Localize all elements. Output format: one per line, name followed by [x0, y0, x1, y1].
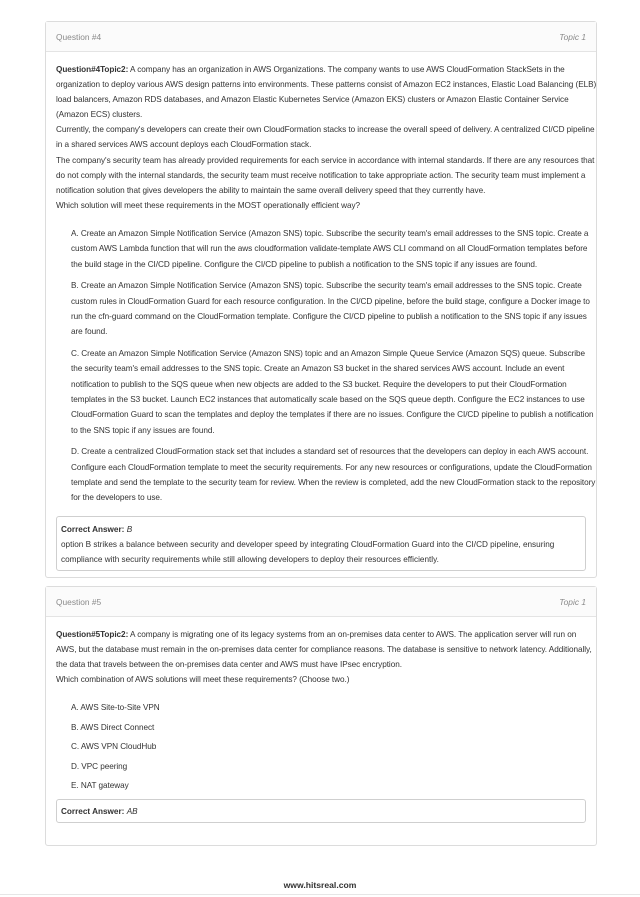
question-text [56, 62, 598, 213]
question-paragraph: A company has an organization in AWS Organizations. The company wants to use AWS CloudFormation StackSets in the organization to deploy various AWS design patterns into environments. These patterns consist of Amazon EC2 instances, Elastic Load Balancing (ELB) load balancers, Amazon RDS databases, and Amazon Elastic Kubernetes Service (Amazon EKS) clusters or Amazon Elastic Container Service (Amazon ECS) clusters. [56, 65, 597, 120]
question-card [45, 21, 597, 578]
question-prefix: Question#5Topic2: [56, 630, 129, 639]
answer-label: Correct Answer: [61, 806, 125, 816]
question-card [45, 586, 597, 846]
question-header [46, 587, 596, 617]
question-paragraph: A company is migrating one of its legacy systems from an on-premises data center to AWS. The application server will run on AWS, but the database must remain in the on-premises data center for compliance reasons. The database is sensitive to network latency. Additionally, the data that travels between the on-premises data center and AWS must have IPsec encryption. [56, 630, 592, 670]
topic-label: Topic 1 [559, 31, 586, 42]
option-d[interactable]: D. Create a centralized CloudFormation stack set that includes a standard set of resources that the developers can deploy in each AWS account. Configure each CloudFormation template to meet the security requirements. For any new resources or configurations, update the CloudFormation template and send the template to the security team for review. When the review is completed, add the new CloudFormation stack to the repository for the developers to use. [71, 447, 596, 503]
option-c[interactable]: C. Create an Amazon Simple Notification Service (Amazon SNS) topic and an Amazon Simple Queue Service (Amazon SQS) queue. Subscribe the security team's email addresses to the SNS topic. Create an Amazon S3 bucket in the shared services AWS account. Include an event notification to publish to the SQS queue when new objects are added to the S3 bucket. Require the developers to put their CloudFormation templates in the S3 bucket. Launch EC2 instances that automatically scale based on the SQS queue depth. Configure the EC2 instances to use CloudFormation Guard to scan the templates and deploy the templates if there are no issues. Configure the CI/CD pipeline to publish a notification to the SNS topic if any issues are found. [71, 348, 594, 435]
options-list [71, 226, 596, 506]
footer-divider [0, 894, 640, 895]
question-paragraph: Currently, the company's developers can create their own CloudFormation stacks to increase the overall speed of delivery. A centralized CI/CD pipeline in a shared services AWS account deploys each CloudFormation stack. [56, 125, 595, 150]
question-number: Question #5 [56, 596, 102, 607]
option-b[interactable]: B. Create an Amazon Simple Notification Service (Amazon SNS) topic. Subscribe the security team's email addresses to the SNS topic. Create custom rules in CloudFormation Guard for each resource configuration. In the CI/CD pipeline, before the build stage, configure a Docker image to run the cfn-guard command on the CloudFormation template. Configure the CI/CD pipeline to publish a notification to the SNS topic if any issues are found. [71, 281, 590, 337]
question-paragraph: Which combination of AWS solutions will meet these requirements? (Choose two.) [56, 675, 350, 685]
answer-value: B [126, 524, 133, 534]
question-prefix: Question#4Topic2: [56, 65, 129, 74]
topic-label: Topic 1 [559, 596, 586, 607]
answer-explanation: option B strikes a balance between security and developer speed by integrating CloudFormation Guard into the CI/CD pipeline, ensuring compliance with security requirements while still allowing developers to deploy their resources efficiently. [61, 539, 555, 564]
question-header [46, 22, 596, 52]
footer-site-link[interactable]: www.hitsreal.com [283, 880, 357, 890]
option-d[interactable]: D. VPC peering [71, 761, 128, 771]
option-c[interactable]: C. AWS VPN CloudHub [71, 742, 157, 752]
option-e[interactable]: E. NAT gateway [71, 781, 129, 791]
question-body [46, 617, 596, 833]
answer-box [56, 516, 586, 571]
question-text [56, 627, 598, 687]
option-a[interactable]: A. Create an Amazon Simple Notification Service (Amazon SNS) topic. Subscribe the security team's email addresses to the SNS topic. Create a custom AWS Lambda function that will run the aws cloudformation validate-template AWS CLI command on all CloudFormation templates before the build stage in the CI/CD pipeline. Configure the CI/CD pipeline to publish a notification to the SNS topic if any issues are found. [71, 228, 589, 269]
option-a[interactable]: A. AWS Site-to-Site VPN [71, 703, 160, 713]
question-paragraph: Which solution will meet these requirements in the MOST operationally efficient way? [56, 200, 361, 210]
answer-box [56, 799, 586, 823]
answer-value: AB [126, 806, 138, 816]
question-paragraph: The company's security team has already provided requirements for each service in accordance with internal standards. If there are any resources that do not comply with the internal standards, the security team must receive notification to take appropriate action. The security team must implement a notification solution that gives developers the ability to maintain the same overall delivery speed that they currently have. [56, 155, 595, 195]
options-list [71, 701, 596, 794]
option-b[interactable]: B. AWS Direct Connect [71, 722, 155, 732]
answer-label: Correct Answer: [61, 524, 125, 534]
question-number: Question #4 [56, 31, 102, 42]
question-body [46, 52, 596, 581]
